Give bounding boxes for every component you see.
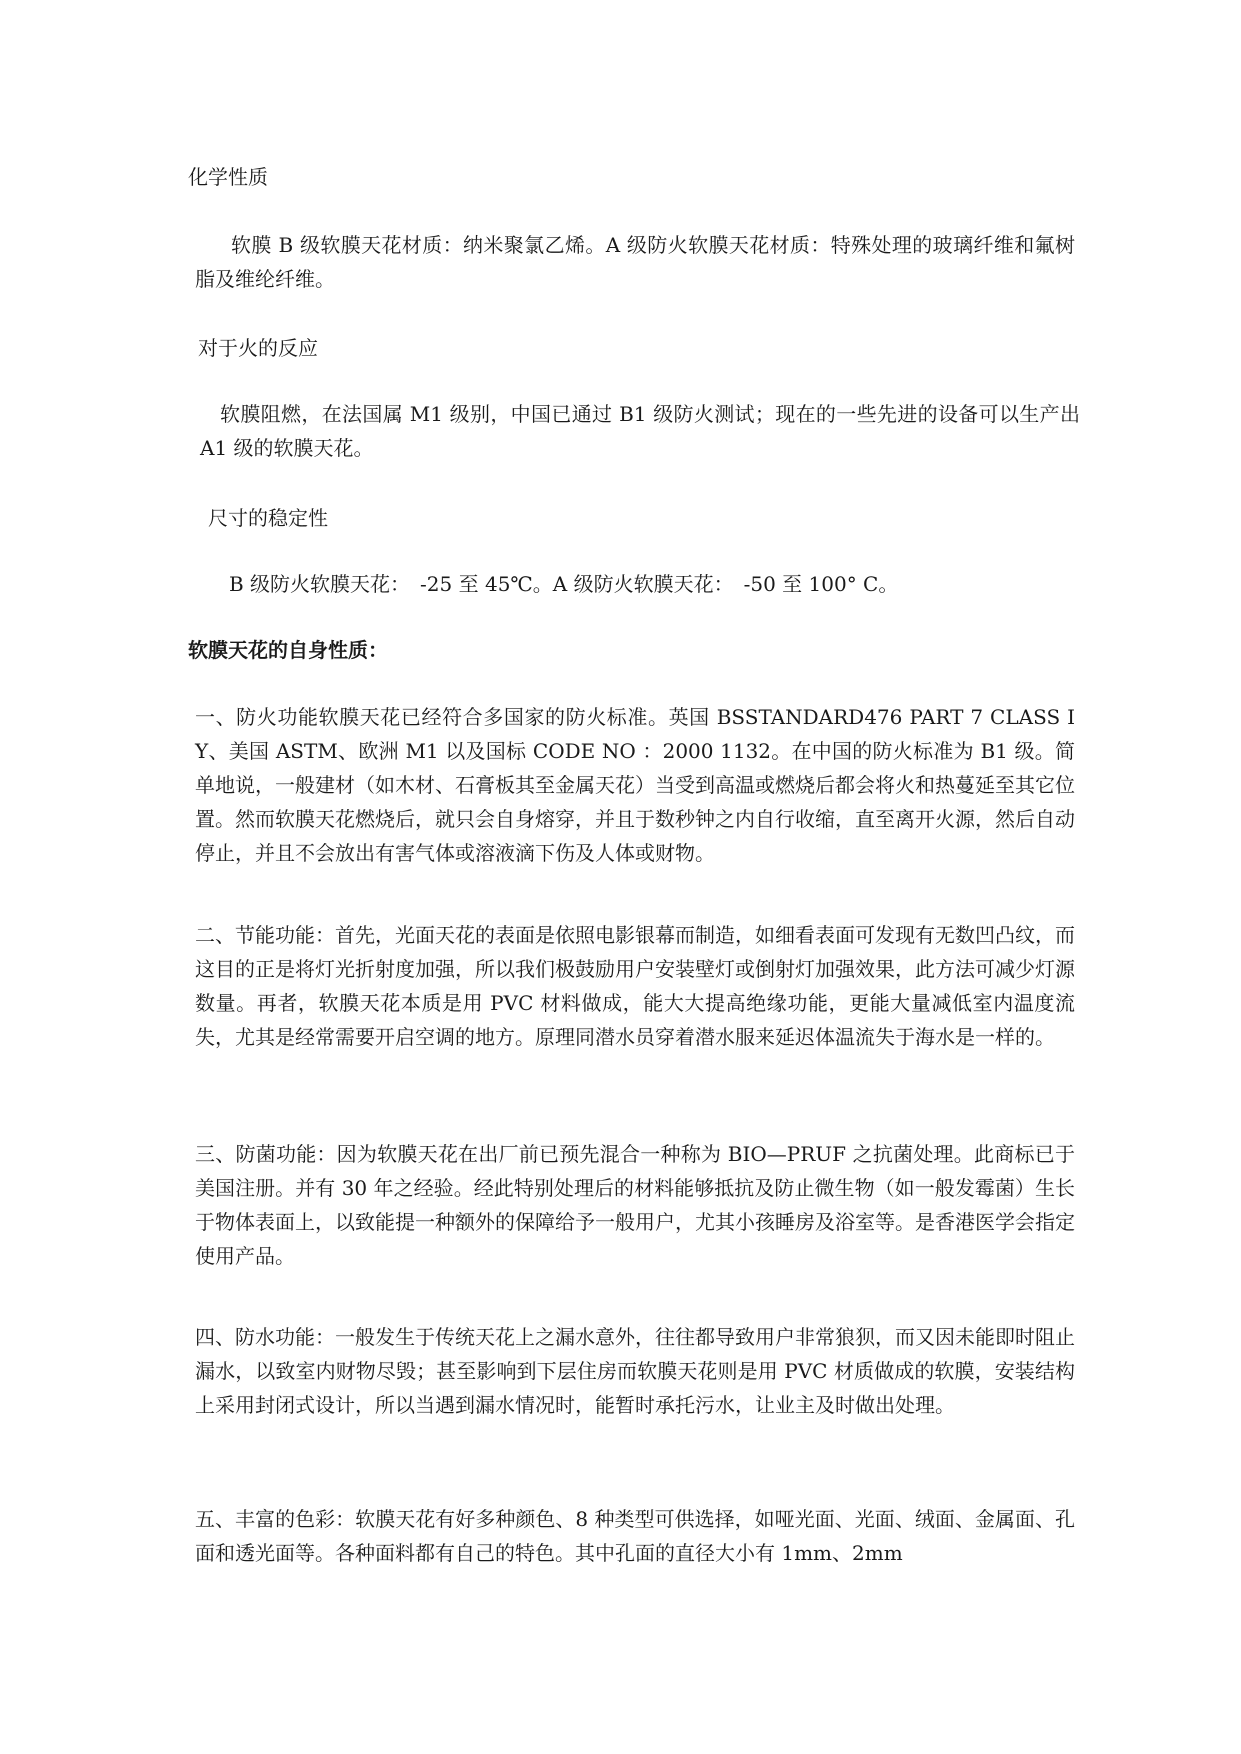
- heading-chemical-properties: 化学性质: [188, 165, 268, 189]
- chemical-properties-text: 软膜 B 级软膜天花材质：纳米聚氯乙烯。A 级防火软膜天花材质：特殊处理的玻璃纤维和氟树脂及维纶纤维。: [195, 233, 1075, 291]
- section-title-self-properties: 软膜天花的自身性质：: [188, 638, 388, 662]
- heading-dimension-stability: 尺寸的稳定性: [208, 506, 328, 530]
- paragraph-waterproof: 四、防水功能：一般发生于传统天花上之漏水意外，往往都导致用户非常狼狈，而又因未能即时阻止漏水，以致室内财物尽毁；甚至影响到下层住房而软膜天花则是用 PVC 材质做成的软膜，安装结构上采用封闭式设计，所以当遇到漏水情况时，能暂时承托污水，让业主及时做出处理。: [195, 1325, 1075, 1417]
- fire-reaction-text: 软膜阻燃，在法国属 M1 级别，中国已通过 B1 级防火测试；现在的一些先进的设备可以生产出 A1 级的软膜天花。: [200, 402, 1080, 460]
- paragraph-colors: 五、丰富的色彩：软膜天花有好多种颜色、8 种类型可供选择，如哑光面、光面、绒面、金属面、孔面和透光面等。各种面料都有自己的特色。其中孔面的直径大小有 1mm、2mm: [195, 1507, 1075, 1565]
- paragraph-fireproof: 一、防火功能软膜天花已经符合多国家的防火标准。英国 BSSTANDARD476 PART 7 CLASS IY、美国 ASTM、欧洲 M1 以及国标 CODE NO ：2000 1132。在中国的防火标准为 B1 级。简单地说，一般建材（如木材、石膏板其至金属天花）当受到高温或燃烧后都会将火和热蔓延至其它位置。然而软膜天花燃烧后，就只会自身熔穿，并且于数秒钟之内自行收缩，直至离开火源，然后自动停止，并且不会放出有害气体或溶液滴下伤及人体或财物。: [195, 705, 1075, 865]
- paragraph-antibacterial: 三、防菌功能：因为软膜天花在出厂前已预先混合一种称为 BIO—PRUF 之抗菌处理。此商标已于美国注册。并有 30 年之经验。经此特别处理后的材料能够抵抗及防止微生物（如一般发霉菌）生长于物体表面上，以致能提一种额外的保障给予一般用户，尤其小孩睡房及浴室等。是香港医学会指定使用产品。: [195, 1142, 1075, 1268]
- paragraph-energy-saving: 二、节能功能：首先，光面天花的表面是依照电影银幕而制造，如细看表面可发现有无数凹凸纹，而这目的正是将灯光折射度加强，所以我们极鼓励用户安装壁灯或倒射灯加强效果，此方法可减少灯源数量。再者，软膜天花本质是用 PVC 材料做成，能大大提高绝缘功能，更能大量减低室内温度流失，尤其是经常需要开启空调的地方。原理同潜水员穿着潜水服来延迟体温流失于海水是一样的。: [195, 923, 1075, 1049]
- heading-fire-reaction: 对于火的反应: [198, 336, 318, 360]
- dimension-stability-text: B 级防火软膜天花： -25 至 45℃。A 级防火软膜天花： -50 至 100° C。: [229, 572, 899, 596]
